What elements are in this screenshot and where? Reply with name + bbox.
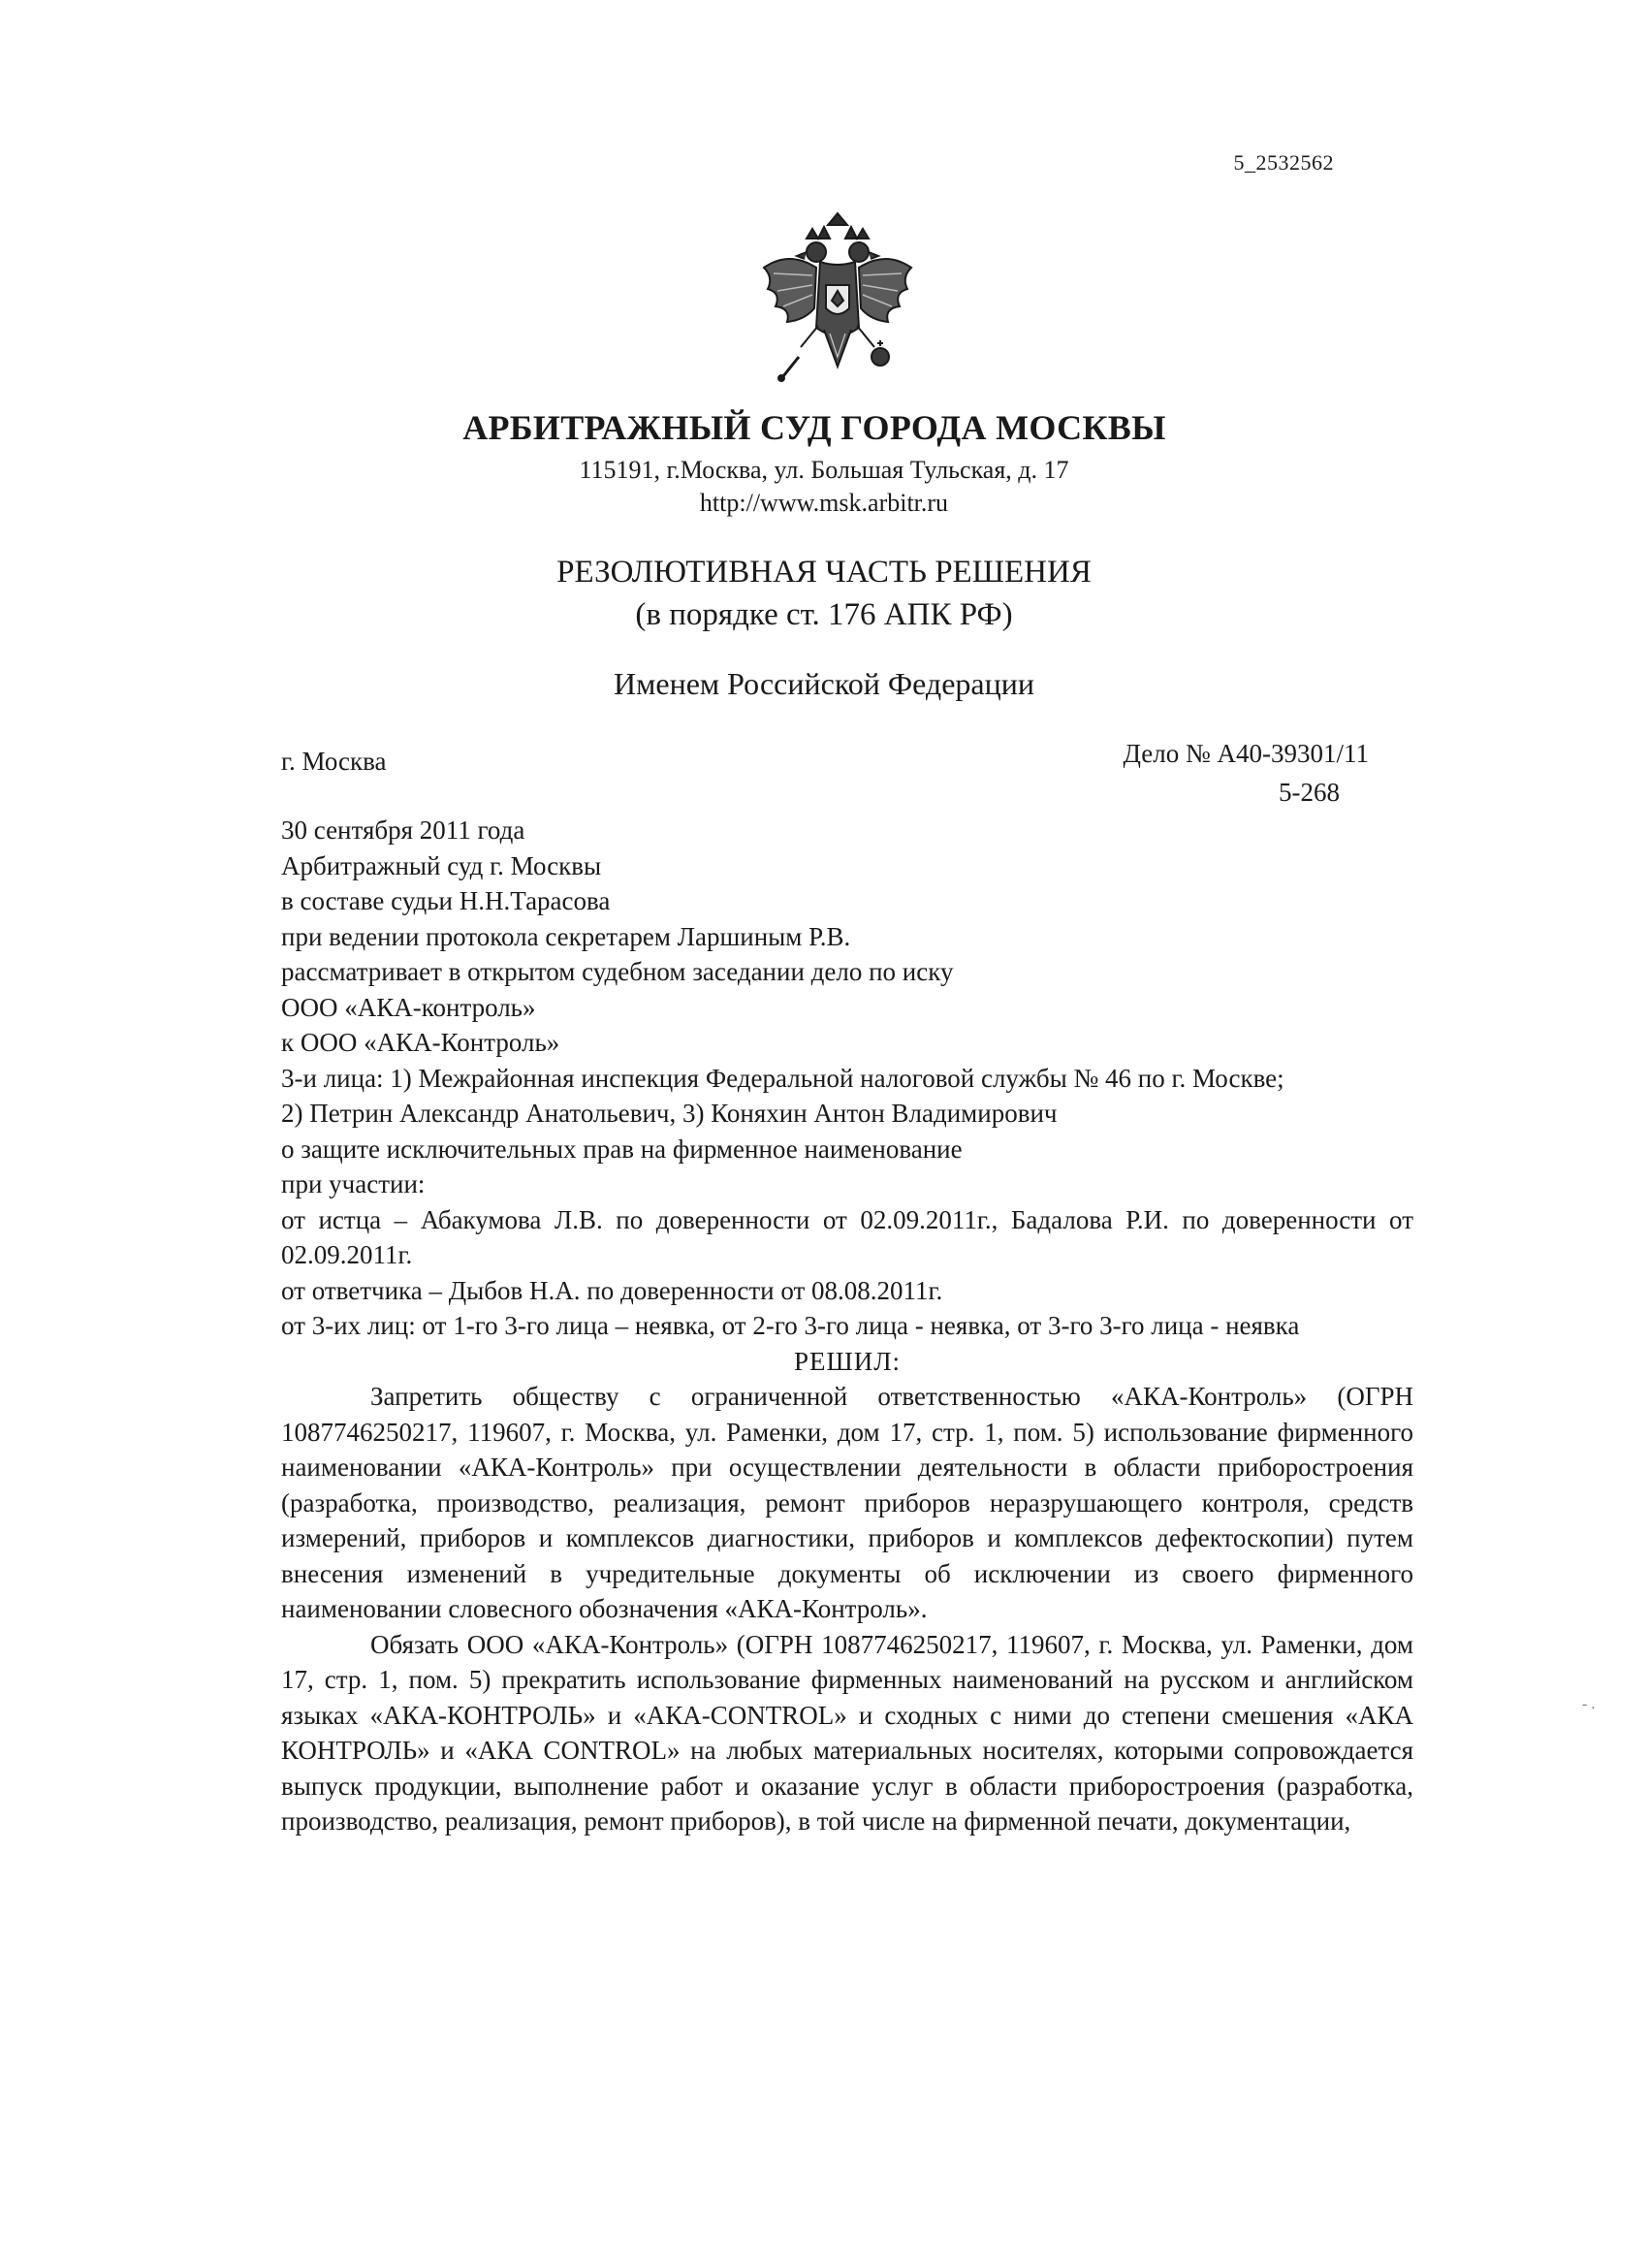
decision-title-line-1: РЕЗОЛЮТИВНАЯ ЧАСТЬ РЕШЕНИЯ	[556, 555, 1092, 590]
court-website: http://www.msk.arbitr.ru	[699, 489, 949, 517]
judge-line: в составе судьи Н.Н.Тарасова	[281, 886, 611, 915]
scan-speck: - .	[1582, 1696, 1596, 1712]
in-name-of-federation: Именем Российской Федерации	[614, 666, 1034, 701]
court-address: 115191, г.Москва, ул. Большая Тульская, д. 17	[579, 456, 1069, 484]
court-name: АРБИТРАЖНЫЙ СУД ГОРОДА МОСКВЫ	[462, 408, 1166, 447]
decision-title-line-2: (в порядке ст. 176 АПК РФ)	[635, 597, 1013, 632]
defendant-line: к ООО «АКА-Контроль»	[281, 1028, 560, 1057]
third-parties-line-1: 3-и лица: 1) Межрайонная инспекция Федеральной налоговой службы № 46 по г. Москве;	[281, 1063, 1284, 1093]
secretary-line: при ведении протокола секретарем Ларшиным Р.В.	[281, 921, 851, 951]
case-sub-number: 5-268	[1279, 778, 1340, 807]
decided-heading: РЕШИЛ:	[793, 1346, 902, 1376]
plaintiff-line: ООО «АКА-контроль»	[281, 992, 536, 1022]
considers-line: рассматривает в открытом судебном заседании дело по иску	[281, 957, 954, 986]
decision-title	[0, 551, 1648, 636]
case-number-block	[1124, 734, 1369, 812]
participation-line: при участии:	[281, 1169, 426, 1198]
decision-paragraph-1: Запретить обществу с ограниченной ответственностью «АКА-Контроль» (ОГРН 1087746250217, 119607, г. Москва, ул. Раменки, дом 17, стр. 1, пом. 5) использование фирменного наименовании «АКА-Контроль» при осуществлении деятельности в области приборостроения (разработка, производство, реализация, ремонт приборов неразрушающего контроля, средств измерений, приборов и комплексов диагностики, приборов и комплексов дефектоскопии) путем внесения изменений в учредительные документы об исключении из своего фирменного наименовании словесного обозначения «АКА-Контроль».	[281, 1382, 1413, 1623]
decision-paragraph-2: Обязать ООО «АКА-Контроль» (ОГРН 1087746250217, 119607, г. Москва, ул. Раменки, дом 17, стр. 1, пом. 5) прекратить использование фирменных наименований на русском и английском языках «АКА-КОНТРОЛЬ» и «АКА-CONTROL» и сходных с ними до степени смешения «АКА КОНТРОЛЬ» и «АКА CONTROL» на любых материальных носителях, которыми сопровождается выпуск продукции, выполнение работ и оказание услуг в области приборостроения (разработка, производство, реализация, ремонт приборов), в той числе на фирменной печати, документации,	[281, 1629, 1413, 1836]
decision-body	[281, 813, 1413, 1839]
court-line: Арбитражный суд г. Москвы	[281, 850, 602, 880]
from-third-parties-line: от 3-их лиц: от 1-го 3-го лица – неявка, от 2-го 3-го лица - неявка, от 3-го 3-го лица - неявка	[281, 1311, 1300, 1340]
court-header	[0, 405, 1648, 520]
from-plaintiff-line: от истца – Абакумова Л.В. по доверенности от 02.09.2011г., Бадалова Р.И. по доверенности от 02.09.2011г.	[281, 1204, 1413, 1269]
document-number: 5_2532562	[1233, 150, 1334, 175]
double-headed-eagle-icon	[750, 211, 925, 396]
subject-line: о защите исключительных прав на фирменное наименование	[281, 1134, 963, 1164]
third-parties-line-2: 2) Петрин Александр Анатольевич, 3) Коняхин Антон Владимирович	[281, 1099, 1058, 1128]
decision-date: 30 сентября 2011 года	[281, 815, 525, 845]
case-number: Дело № А40-39301/11	[1123, 739, 1369, 768]
city: г. Москва	[281, 747, 387, 776]
from-defendant-line: от ответчика – Дыбов Н.А. по доверенности от 08.08.2011г.	[281, 1275, 943, 1305]
